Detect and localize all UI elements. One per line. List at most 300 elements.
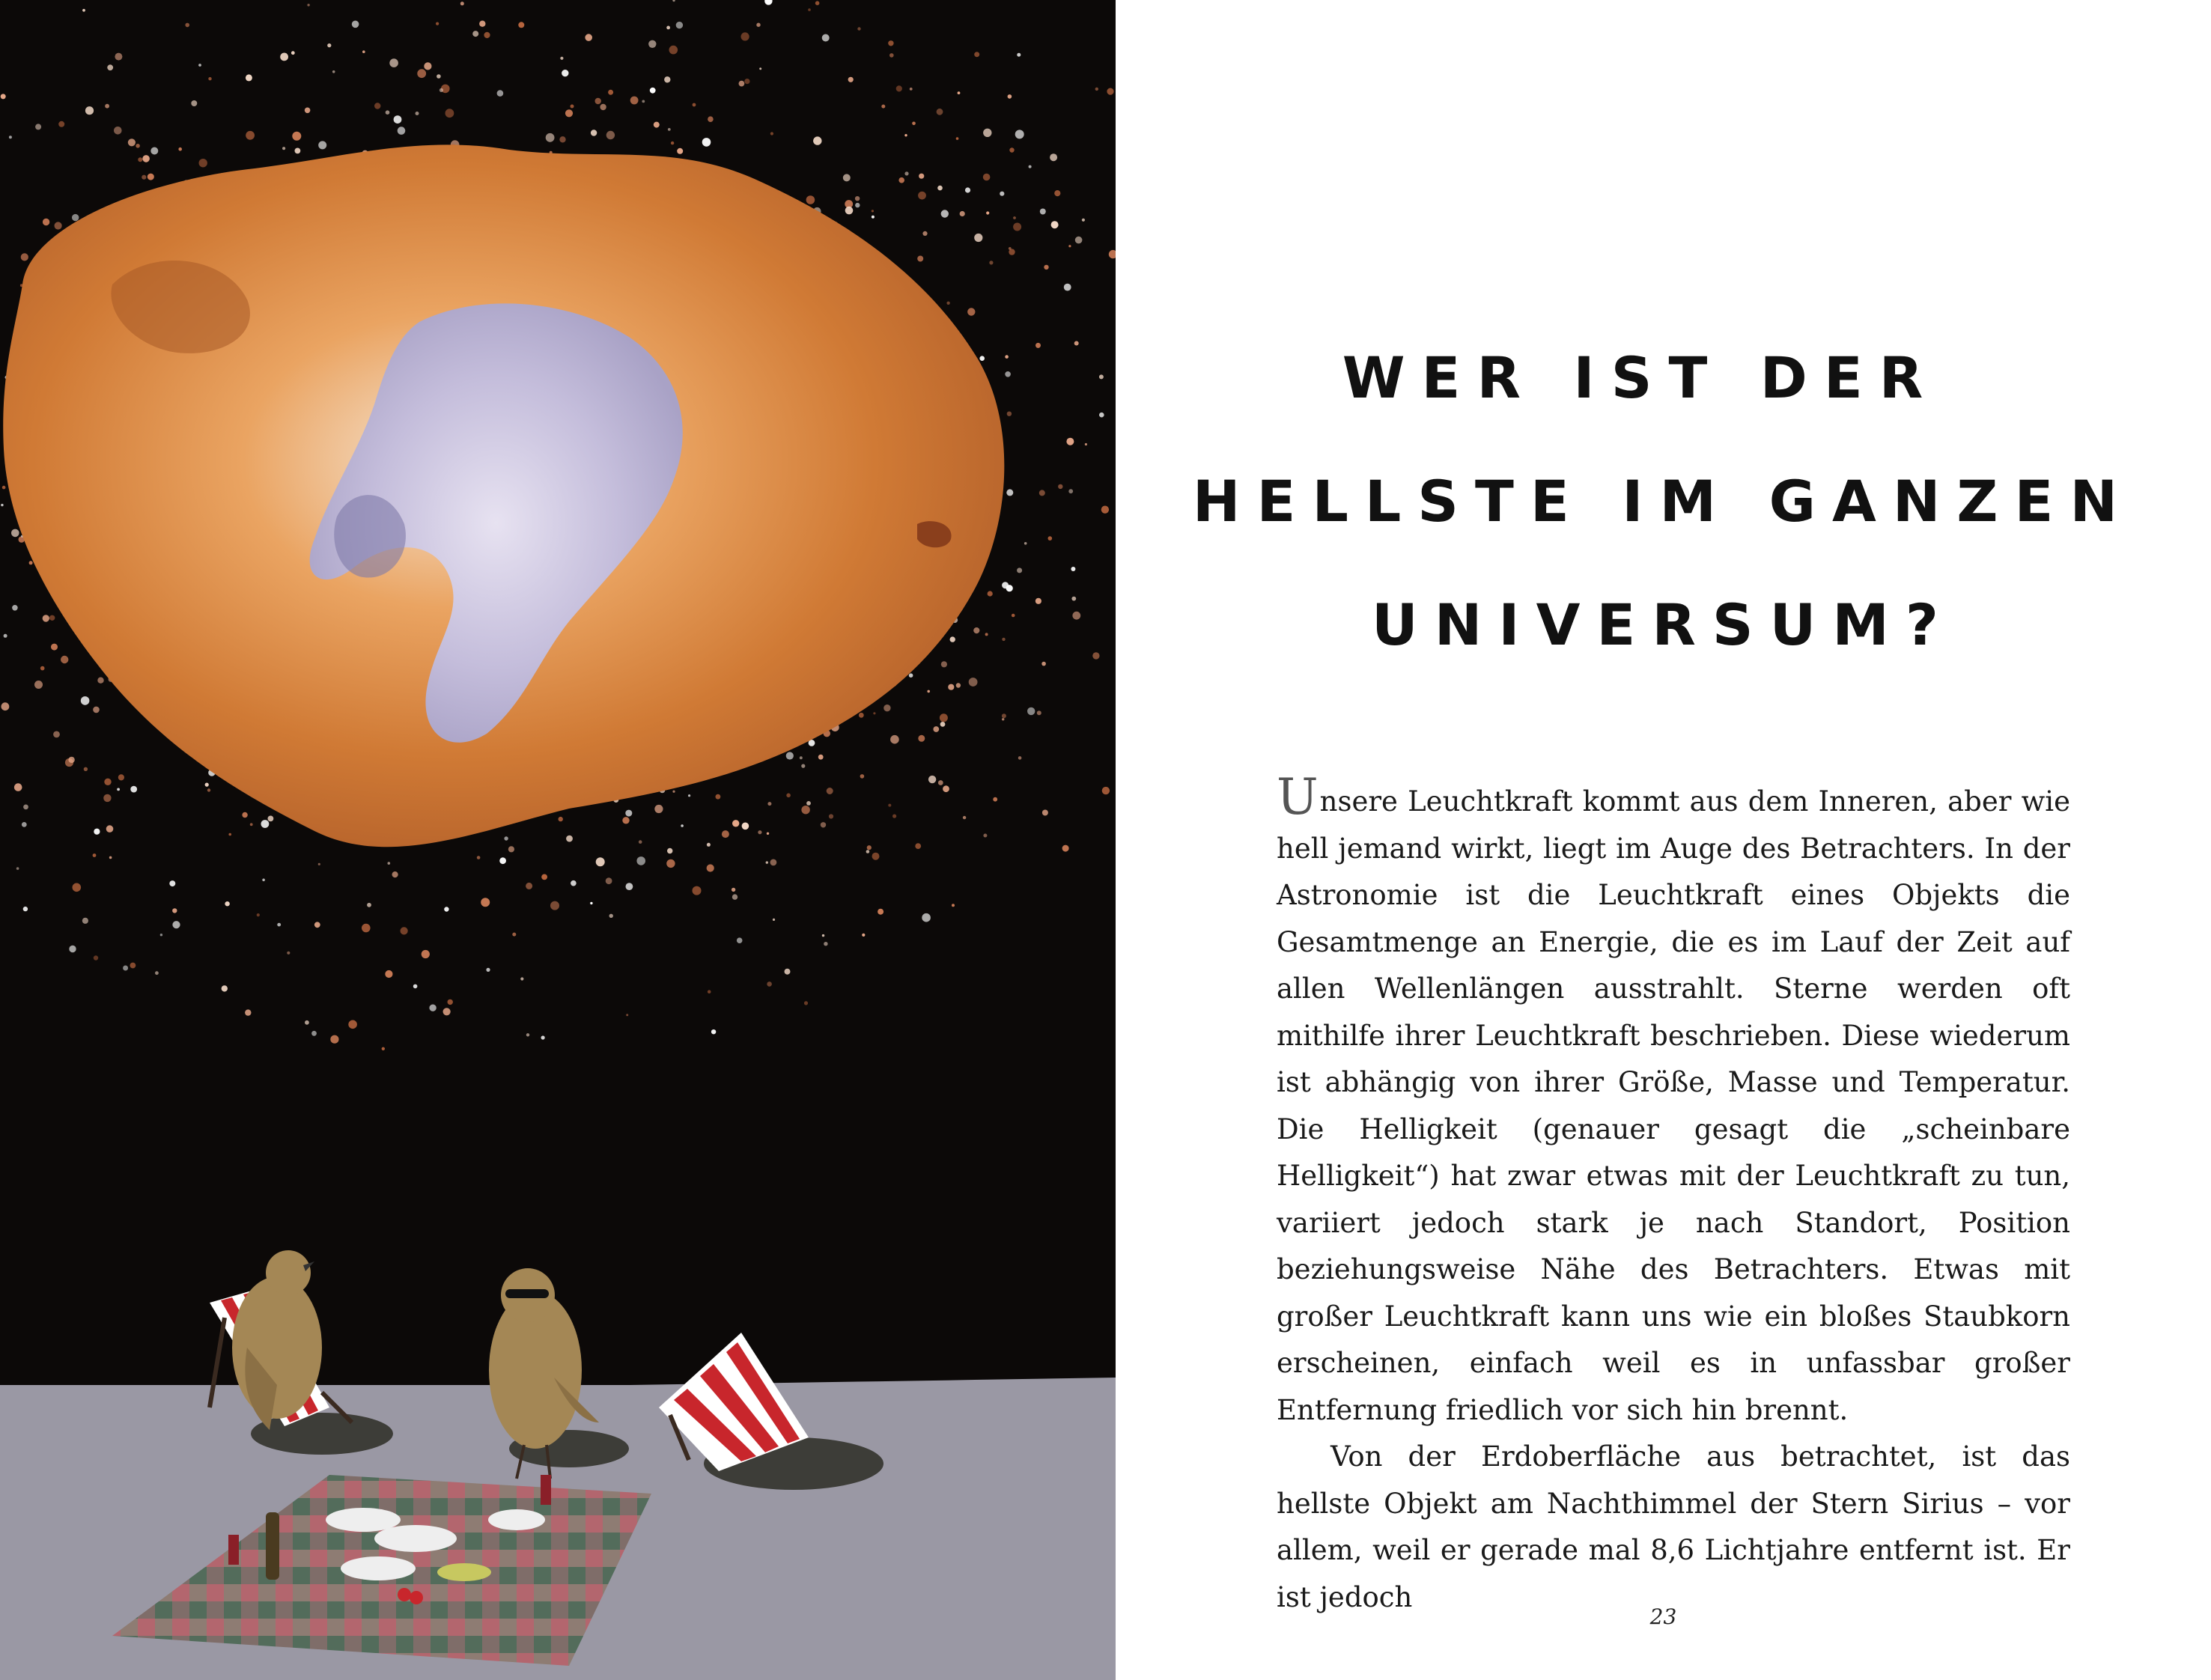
star-speck [261, 820, 270, 828]
star-speck [172, 908, 177, 913]
star-speck [956, 683, 961, 687]
star-speck [806, 801, 811, 806]
star-speck [401, 927, 408, 934]
star-speck [311, 1031, 317, 1036]
star-speck [246, 74, 252, 81]
star-speck [2, 486, 6, 490]
star-speck [282, 147, 285, 150]
star-speck [948, 684, 954, 690]
star-speck [245, 1009, 251, 1015]
star-speck [541, 874, 547, 880]
star-speck [477, 856, 481, 859]
star-speck [872, 216, 875, 219]
star-speck [40, 666, 45, 671]
star-speck [225, 901, 229, 906]
star-speck [1040, 209, 1046, 215]
star-speck [1058, 484, 1062, 489]
page-number: 23 [1649, 1604, 1677, 1629]
star-speck [565, 109, 573, 117]
star-speck [642, 100, 645, 103]
star-speck [246, 131, 255, 140]
star-speck [268, 816, 274, 822]
star-speck [484, 32, 490, 38]
star-speck [287, 952, 290, 955]
star-speck [1008, 94, 1012, 99]
star-speck [1050, 153, 1057, 161]
star-speck [940, 722, 946, 727]
star-speck [367, 903, 371, 907]
star-speck [606, 131, 615, 139]
star-speck [801, 764, 805, 768]
star-speck [413, 984, 418, 989]
star-speck [909, 673, 913, 678]
star-speck [927, 690, 930, 693]
star-speck [918, 735, 925, 742]
star-speck [1054, 190, 1060, 196]
star-speck [130, 963, 136, 969]
star-speck [1035, 598, 1041, 604]
star-speck [35, 124, 41, 130]
star-speck [1035, 343, 1041, 348]
star-speck [1009, 147, 1014, 152]
star-speck [508, 846, 514, 852]
star-speck [941, 210, 949, 217]
star-speck [666, 859, 675, 868]
star-speck [688, 794, 690, 797]
star-speck [318, 141, 326, 149]
star-speck [228, 833, 231, 836]
star-speck [917, 256, 923, 262]
star-speck [352, 21, 359, 28]
star-speck [867, 845, 872, 850]
star-speck [1000, 192, 1004, 196]
star-speck [716, 794, 721, 800]
star-speck [969, 678, 978, 687]
star-speck [566, 836, 573, 842]
star-speck [843, 174, 851, 181]
star-speck [386, 110, 390, 115]
star-speck [1101, 506, 1109, 514]
star-speck [1048, 536, 1053, 541]
star-speck [169, 880, 175, 886]
star-speck [829, 814, 833, 818]
star-speck [1, 504, 3, 506]
paragraph-1 [1277, 768, 2070, 1434]
star-speck [23, 805, 28, 810]
star-speck [571, 880, 577, 886]
star-speck [291, 51, 295, 55]
body-text [1277, 768, 2070, 1621]
star-speck [305, 1020, 309, 1025]
star-speck [479, 21, 485, 27]
star-speck [668, 128, 671, 131]
star-speck [1099, 413, 1104, 418]
star-speck [711, 1029, 716, 1034]
star-speck [666, 26, 670, 30]
star-speck [103, 794, 111, 802]
star-speck [693, 103, 696, 107]
star-speck [1002, 582, 1009, 588]
star-speck [626, 883, 633, 890]
star-speck [526, 883, 532, 889]
star-speck [608, 90, 613, 95]
star-speck [93, 707, 100, 713]
star-speck [374, 103, 380, 109]
star-speck [43, 219, 49, 225]
star-speck [1066, 438, 1074, 445]
star-speck [702, 138, 711, 147]
star-speck [744, 79, 749, 84]
star-speck [53, 731, 60, 738]
star-speck [742, 823, 749, 830]
star-speck [185, 23, 189, 28]
star-speck [1002, 713, 1006, 718]
star-speck [974, 234, 982, 242]
star-speck [937, 186, 943, 191]
star-speck [806, 195, 815, 204]
star-speck [759, 67, 761, 70]
star-speck [600, 104, 606, 110]
star-speck [822, 34, 830, 42]
star-speck [943, 785, 949, 792]
star-speck [606, 877, 612, 884]
star-speck [938, 780, 943, 785]
star-speck [737, 937, 743, 943]
star-speck [824, 942, 827, 946]
star-speck [389, 58, 398, 67]
star-speck [732, 894, 737, 899]
star-speck [898, 177, 904, 183]
star-speck [198, 64, 201, 67]
star-speck [986, 211, 989, 214]
star-speck [1013, 216, 1016, 219]
star-speck [681, 824, 684, 827]
star-speck [14, 783, 22, 791]
star-speck [1071, 597, 1076, 601]
star-speck [106, 825, 114, 833]
star-speck [1068, 489, 1073, 493]
heading-line-2: HELLSTE IM GANZEN [1192, 468, 2135, 535]
star-speck [979, 356, 985, 361]
star-speck [622, 817, 629, 824]
star-speck [813, 136, 821, 144]
star-speck [1015, 130, 1024, 139]
star-speck [1, 94, 6, 99]
star-speck [1039, 490, 1045, 496]
star-speck [626, 1014, 628, 1016]
star-speck [596, 857, 605, 866]
star-speck [989, 261, 993, 264]
star-speck [983, 834, 987, 838]
star-speck [497, 90, 504, 97]
star-speck [1018, 756, 1022, 760]
star-speck [1075, 237, 1083, 244]
star-speck [862, 934, 865, 937]
star-speck [915, 843, 921, 849]
star-speck [416, 112, 419, 115]
star-speck [123, 966, 128, 971]
star-speck [11, 529, 19, 538]
star-speck [1027, 707, 1035, 715]
star-speck [104, 779, 111, 785]
star-speck [767, 833, 769, 835]
star-speck [1017, 53, 1021, 57]
star-speck [770, 859, 777, 866]
star-speck [115, 53, 122, 61]
star-speck [827, 788, 833, 794]
star-speck [562, 70, 568, 76]
star-speck [105, 104, 109, 109]
star-speck [767, 802, 771, 806]
star-speck [207, 788, 210, 791]
star-speck [904, 171, 908, 175]
star-speck [191, 100, 197, 106]
star-speck [362, 924, 371, 933]
star-speck [29, 561, 33, 564]
star-speck [1082, 219, 1085, 222]
star-speck [486, 968, 490, 972]
star-speck [222, 985, 228, 991]
star-speck [305, 108, 311, 114]
star-speck [550, 901, 559, 910]
star-speck [398, 127, 406, 135]
star-speck [1037, 710, 1041, 715]
star-speck [800, 756, 803, 759]
star-speck [983, 174, 991, 181]
star-speck [1002, 718, 1004, 720]
star-speck [801, 806, 809, 814]
star-speck [872, 210, 874, 212]
star-speck [741, 32, 749, 40]
star-speck [758, 830, 761, 834]
star-speck [625, 810, 632, 817]
star-speck [940, 713, 948, 722]
star-speck [504, 836, 508, 840]
star-speck [262, 879, 265, 882]
star-speck [878, 909, 884, 915]
star-speck [676, 22, 683, 28]
star-speck [1024, 542, 1027, 545]
rock-left [251, 1413, 393, 1455]
star-speck [292, 132, 301, 141]
star-speck [81, 696, 90, 705]
drop-cap: U [1277, 768, 1319, 826]
star-speck [422, 950, 430, 958]
star-speck [937, 109, 943, 115]
star-speck [147, 174, 154, 180]
star-speck [770, 132, 773, 135]
star-speck [993, 797, 997, 802]
star-speck [595, 98, 601, 104]
star-speck [22, 822, 27, 827]
star-speck [859, 713, 864, 718]
star-speck [988, 591, 993, 596]
star-speck [128, 139, 136, 146]
star-speck [708, 990, 711, 993]
star-speck [362, 50, 365, 53]
star-speck [242, 812, 247, 818]
star-speck [950, 636, 955, 642]
star-speck [1, 702, 10, 710]
star-speck [630, 97, 639, 105]
star-speck [385, 970, 392, 978]
star-speck [472, 31, 478, 37]
star-speck [142, 155, 150, 162]
star-speck [866, 850, 870, 853]
star-speck [520, 977, 523, 980]
star-speck [541, 1035, 545, 1039]
star-speck [732, 820, 739, 827]
star-speck [585, 34, 592, 41]
star-speck [860, 774, 865, 779]
star-speck [963, 816, 966, 819]
star-speck [708, 116, 714, 122]
star-speck [1085, 443, 1087, 445]
star-speck [910, 88, 913, 91]
star-speck [443, 1008, 451, 1015]
star-speck [958, 91, 961, 94]
star-speck [277, 923, 281, 927]
star-speck [983, 129, 991, 137]
star-speck [952, 904, 955, 907]
star-speck [518, 22, 524, 28]
star-speck [671, 141, 674, 144]
star-speck [693, 886, 702, 895]
star-speck [107, 64, 113, 70]
star-speck [388, 862, 391, 865]
star-speck [946, 302, 949, 305]
star-speck [669, 46, 678, 55]
star-speck [332, 70, 335, 73]
star-speck [178, 147, 182, 151]
star-speck [928, 776, 936, 783]
star-speck [9, 136, 12, 139]
star-speck [786, 794, 791, 798]
star-speck [1006, 489, 1013, 496]
star-speck [114, 127, 122, 135]
star-speck [138, 157, 142, 162]
star-speck [918, 192, 926, 200]
star-speck [822, 934, 824, 937]
star-speck [785, 969, 791, 975]
star-speck [1068, 245, 1071, 247]
star-speck [804, 1001, 808, 1005]
star-speck [912, 122, 916, 126]
star-speck [330, 1035, 338, 1044]
star-speck [848, 77, 854, 82]
star-speck [654, 805, 663, 813]
star-speck [1029, 165, 1032, 168]
star-speck [257, 913, 260, 916]
star-speck [767, 981, 772, 987]
star-speck [85, 106, 94, 115]
star-speck [12, 605, 18, 611]
star-speck [21, 253, 28, 261]
star-speck [437, 74, 441, 79]
star-speck [392, 871, 398, 877]
star-speck [904, 134, 907, 136]
star-speck [1009, 247, 1012, 250]
star-speck [818, 755, 824, 760]
star-speck [559, 817, 563, 821]
star-speck [444, 907, 448, 911]
star-speck [82, 918, 88, 924]
star-speck [82, 9, 85, 12]
star-speck [892, 815, 896, 818]
star-speck [448, 999, 453, 1005]
star-speck [654, 122, 660, 128]
star-speck [881, 105, 885, 109]
star-speck [394, 115, 402, 124]
star-speck [922, 231, 927, 236]
star-speck [965, 187, 970, 192]
star-speck [117, 788, 120, 791]
star-speck [766, 861, 768, 863]
star-speck [739, 81, 745, 87]
star-speck [97, 678, 103, 684]
star-speck [884, 704, 890, 711]
star-speck [250, 823, 253, 826]
star-speck [1071, 567, 1075, 571]
star-speck [590, 902, 592, 904]
star-speck [967, 308, 975, 315]
star-speck [84, 767, 88, 771]
star-speck [16, 867, 19, 870]
star-speck [821, 822, 826, 827]
star-speck [773, 919, 775, 921]
star-speck [636, 856, 645, 865]
star-speck [440, 88, 443, 92]
star-speck [68, 757, 74, 763]
star-speck [808, 8, 811, 11]
star-speck [94, 955, 98, 960]
star-speck [307, 4, 309, 6]
star-speck [933, 726, 939, 732]
star-speck [855, 203, 860, 207]
star-speck [1064, 284, 1071, 291]
star-speck [72, 214, 79, 221]
star-speck [591, 130, 597, 136]
star-speck [559, 136, 565, 142]
star-speck [348, 1020, 357, 1029]
star-speck [1102, 787, 1110, 794]
star-speck [974, 52, 979, 57]
star-speck [118, 774, 124, 780]
star-speck [1002, 638, 1005, 641]
paragraph-2: Von der Erdoberfläche aus betrachtet, ist das hellste Objekt am Nachthimmel der Stern Sirius – vor allem, weil er gerade mal 8,6 Lichtjahre entfernt ist. Er ist jedoch [1277, 1440, 2070, 1613]
star-speck [857, 27, 860, 30]
star-speck [445, 109, 454, 118]
star-speck [61, 656, 68, 663]
star-speck [199, 159, 207, 167]
star-speck [546, 133, 555, 142]
star-speck [109, 856, 112, 859]
star-speck [985, 633, 988, 636]
star-speck [49, 615, 55, 621]
star-speck [960, 211, 965, 216]
star-speck [73, 883, 82, 892]
heading-line-3: UNIVERSUM? [1371, 591, 1955, 658]
star-speck [512, 933, 516, 937]
star-speck [707, 864, 714, 871]
star-speck [1007, 412, 1012, 416]
star-speck [664, 76, 670, 82]
star-speck [136, 144, 140, 148]
star-speck [172, 921, 180, 928]
star-speck [43, 615, 49, 621]
star-speck [160, 934, 162, 936]
star-speck [155, 971, 159, 975]
